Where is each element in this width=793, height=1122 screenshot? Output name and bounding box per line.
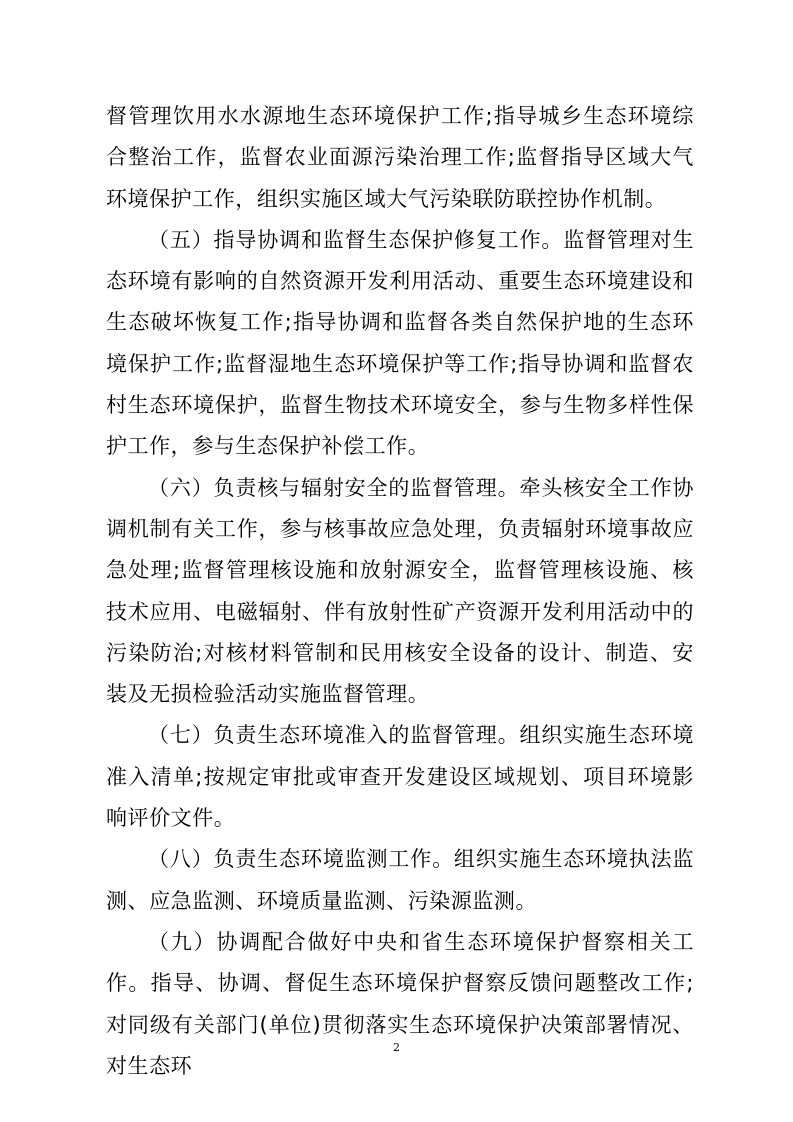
- paragraph-item-9: （九）协调配合做好中央和省生态环境保护督察相关工作。指导、协调、督促生态环境保护督察反馈问题整改工作;对同级有关部门(单位)贯彻落实生态环境保护决策部署情况、对生态环: [106, 929, 694, 1078]
- paragraph-item-5: （五）指导协调和监督生态保护修复工作。监督管理对生态环境有影响的自然资源开发利用活动、重要生态环境建设和生态破坏恢复工作;指导协调和监督各类自然保护地的生态环境保护工作;监督湿地生态环境保护等工作;指导协调和监督农村生态环境保护，监督生物技术环境安全，参与生物多样性保护工作，参与生态保护补偿工作。: [106, 227, 694, 459]
- paragraph-continuation: 督管理饮用水水源地生态环境保护工作;指导城乡生态环境综合整治工作，监督农业面源污染治理工作;监督指导区域大气环境保护工作，组织实施区域大气污染联防联控协作机制。: [106, 104, 694, 211]
- paragraph-item-6: （六）负责核与辐射安全的监督管理。牵头核安全工作协调机制有关工作，参与核事故应急处理，负责辐射环境事故应急处理;监督管理核设施和放射源安全，监督管理核设施、核技术应用、电磁辐射、伴有放射性矿产资源开发利用活动中的污染防治;对核材料管制和民用核安全设备的设计、制造、安装及无损检验活动实施监督管理。: [106, 475, 694, 707]
- paragraph-item-7: （七）负责生态环境准入的监督管理。组织实施生态环境准入清单;按规定审批或审查开发建设区域规划、项目环境影响评价文件。: [106, 723, 694, 831]
- document-body: [106, 96, 694, 1087]
- paragraph-item-8: （八）负责生态环境监测工作。组织实施生态环境执法监测、应急监测、环境质量监测、污染源监测。: [106, 847, 694, 913]
- page-number: 2: [393, 1041, 400, 1054]
